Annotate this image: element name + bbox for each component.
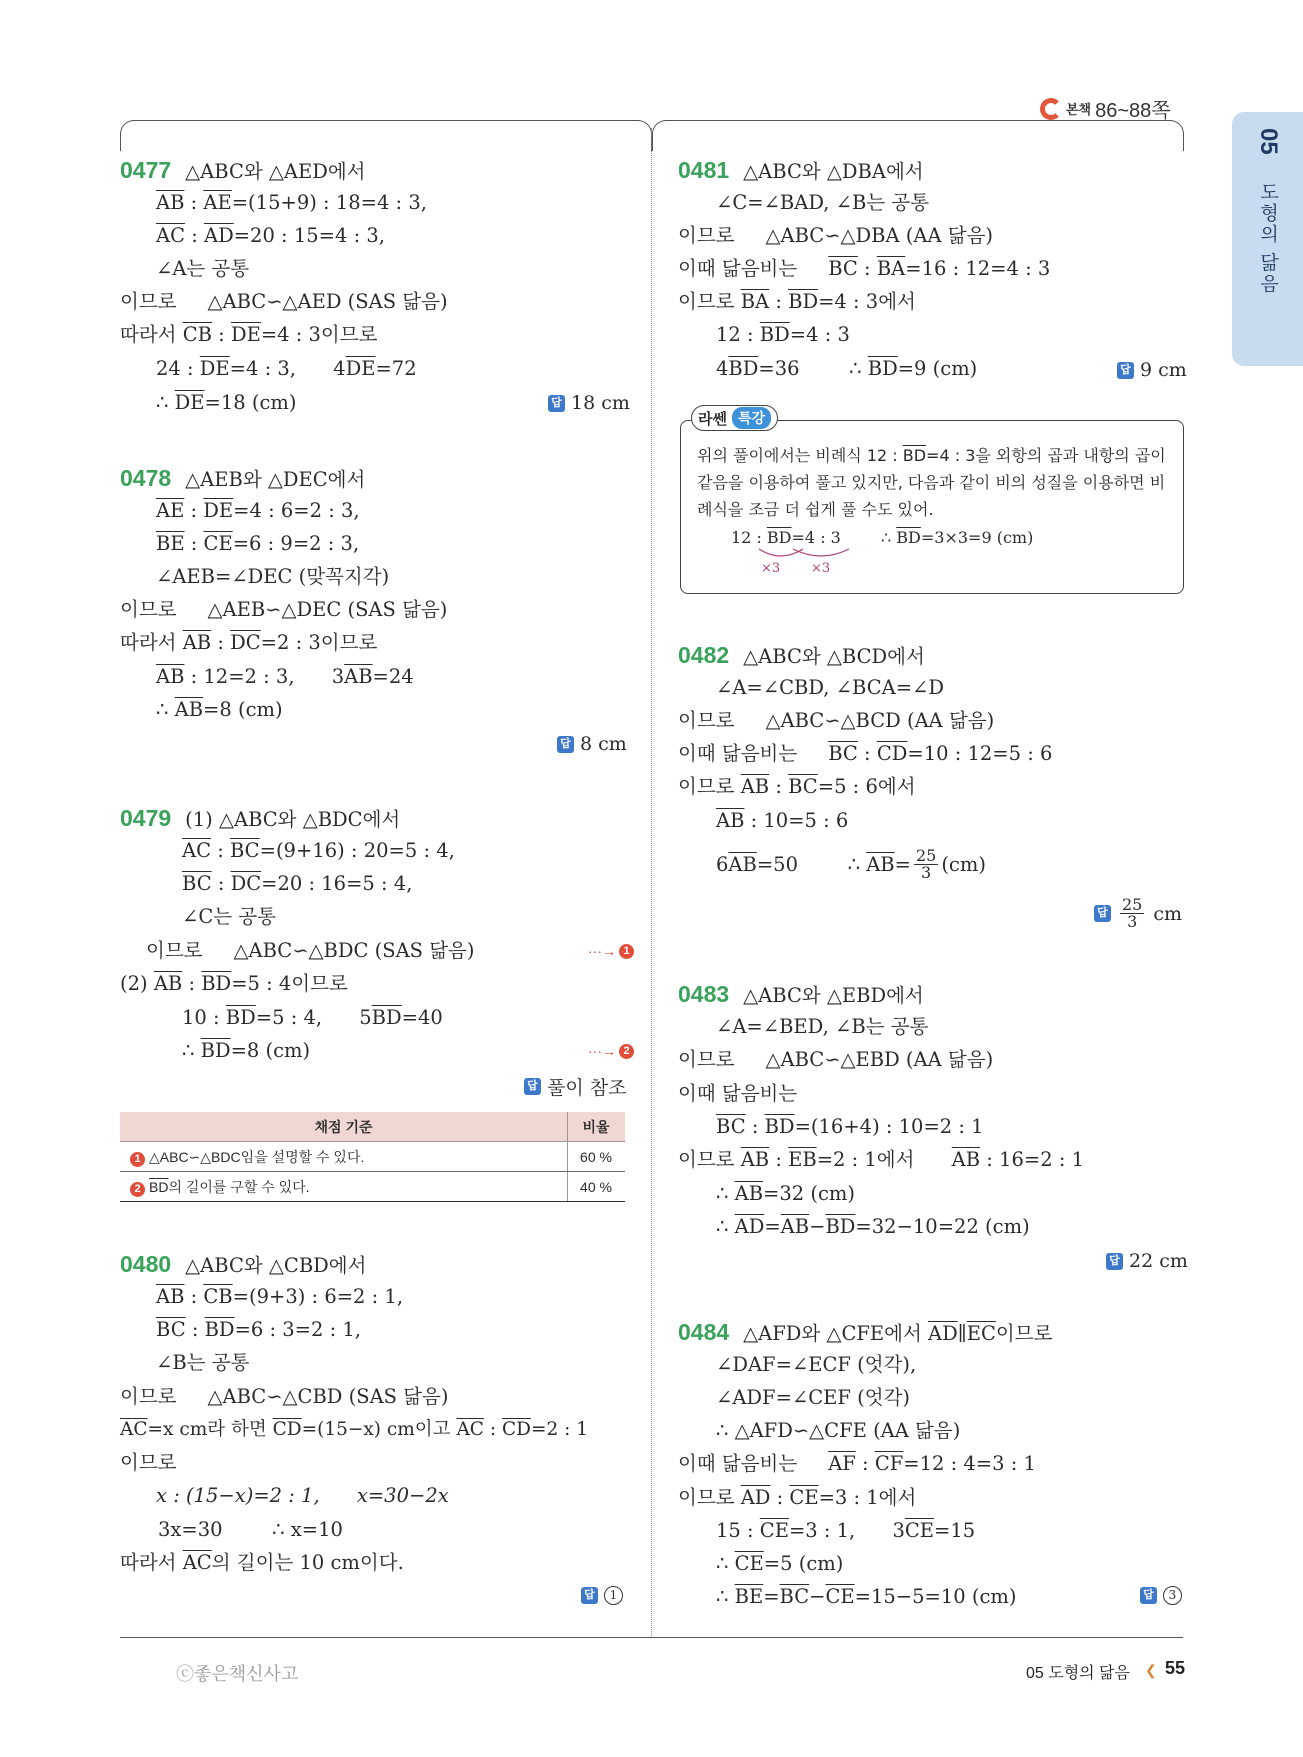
p0480-line6: 이므로 [120, 1451, 177, 1474]
p0482-line3: 이때 닮음비는 $\overline{BC}$ : $\overline{CD}=10$ : 12=5 : 6 [678, 742, 1053, 765]
special-text-line3: 례식을 조금 더 쉽게 풀 수도 있어. [697, 500, 934, 519]
page-reference [1040, 94, 1171, 123]
p0479-line1: $\overline{AC}$ : $\overline{BC}=(9+16)$ : 20=5 : 4, [182, 839, 455, 862]
p0480-line8: 3x=30 ∴ x=10 [158, 1518, 343, 1541]
p0480-line3: ∠B는 공통 [156, 1351, 250, 1374]
problem-0480-header: 0480 △ABC와 △CBD에서 [120, 1251, 367, 1277]
special-text-line2: 같음을 이용하여 풀고 있지만, 다음과 같이 비의 성질을 이용하면 비 [697, 473, 1166, 492]
p0478-answer: 답 8 cm [557, 733, 627, 755]
p0480-line4: 이므로 △ABC∽△CBD (SAS 닮음) [120, 1385, 449, 1408]
p0482-line1: ∠A=∠CBD, ∠BCA=∠D [716, 676, 945, 699]
p0477-line5: 따라서 $\overline{CB}$ : $\overline{DE}=4$ : 3이므로 [120, 323, 378, 346]
p0483-answer: 답 22 cm [1106, 1250, 1188, 1272]
problem-number: 0484 [678, 1319, 730, 1345]
p0479-line5: (2) $\overline{AB}$ : $\overline{BD}=5$ : 4이므로 [120, 972, 348, 995]
p0481-line1: ∠C=∠BAD, ∠B는 공통 [716, 191, 930, 214]
p0477-line7: ∴ $\overline{DE}=18$ (cm) [156, 391, 297, 414]
p0477-line1: $\overline{AB}$ : $\overline{AE}=(15+9)$ : 18=4 : 3, [156, 191, 427, 214]
p0478-line6: $\overline{AB}$ : 12=2 : 3, $3\overline{AB}=24$ [156, 665, 414, 688]
p0483-line2: 이므로 △ABC∽△EBD (AA 닮음) [678, 1048, 994, 1071]
p0483-line6: ∴ $\overline{AB}=32$ (cm) [716, 1182, 856, 1205]
table-row: 1 △ABC∽△BDC임을 설명할 수 있다. 60 % [120, 1142, 625, 1172]
special-equation: 12 : $\overline{BD}=4$ : 3 [731, 528, 841, 547]
p0481-line2: 이므로 △ABC∽△DBA (AA 닮음) [678, 224, 994, 247]
book-label: 본책 [1066, 102, 1092, 117]
problem-number: 0477 [120, 157, 172, 183]
problem-0481-header: 0481 △ABC와 △DBA에서 [678, 157, 924, 183]
p0483-line7: ∴ $\overline{AD}=\overline{AB}-\overline{BD}=32-10=22$ (cm) [716, 1215, 1030, 1238]
special-text-line1: 위의 풀이에서는 비례식 12 : $\overline{BD}=4$ : 3을 외항의 곱과 내항의 곱이 [697, 446, 1166, 465]
p0478-line5: 따라서 $\overline{AB}$ : $\overline{DC}=2$ : 3이므로 [120, 631, 378, 654]
p0481-answer: 답 9 cm [1117, 359, 1187, 381]
p0484-line2: ∠ADF=∠CEF (엇각) [716, 1386, 911, 1409]
p0481-line6: $4\overline{BD}=36$ ∴ $\overline{BD}=9$ (cm) [716, 357, 978, 380]
chevron-left-icon: ❮ [1145, 1662, 1157, 1678]
answer-icon: 답 [557, 736, 574, 753]
scoring-header-criteria: 채점 기준 [120, 1112, 568, 1142]
p0482-line4: 이므로 $\overline{AB}$ : $\overline{BC}=5$ : 6에서 [678, 775, 916, 798]
column-divider [651, 128, 652, 1638]
p0478-line7: ∴ $\overline{AB}=8$ (cm) [156, 698, 283, 721]
p0484-line5: 이므로 $\overline{AD}$ : $\overline{CE}=3$ : 1에서 [678, 1486, 917, 1509]
p0484-line6: 15 : $\overline{CE}=3$ : 1, $3\overline{CE}=15$ [716, 1519, 976, 1542]
problem-number: 0478 [120, 465, 172, 491]
p0480-line5: $\overline{AC}=x$ cm라 하면 $\overline{CD}=(15-x)$ cm이고 $\overline{AC}$ : $\overline{CD}=2$ : 1 [120, 1419, 588, 1440]
problem-0483-header: 0483 △ABC와 △EBD에서 [678, 981, 924, 1007]
p0482-line6: 6 $\overline{AB}$ =50 ∴ $\overline{AB}$ = $\frac{25}{3}$ (cm) [716, 846, 986, 882]
p0484-answer: 답 3 [1140, 1586, 1182, 1605]
step-marker-2: ···→ 2 [588, 1043, 634, 1059]
p0479-line3: ∠C는 공통 [182, 905, 276, 928]
answer-icon: 답 [1117, 362, 1134, 379]
problem-number: 0482 [678, 642, 730, 668]
p0478-line3: ∠AEB=∠DEC (맞꼭지각) [156, 565, 390, 588]
p0480-line7: x : (15−x)=2 : 1, x=30−2x [156, 1484, 449, 1507]
p0479-answer: 답 풀이 참조 [524, 1073, 626, 1100]
problem-number: 0480 [120, 1251, 172, 1277]
footer-chapter: 05 도형의 닮음 [1026, 1665, 1130, 1682]
p0480-line9: 따라서 $\overline{AC}$의 길이는 10 cm이다. [120, 1551, 404, 1574]
p0482-line2: 이므로 △ABC∽△BCD (AA 닮음) [678, 709, 995, 732]
p0481-line4: 이므로 $\overline{BA}$ : $\overline{BD}=4$ : 3에서 [678, 290, 916, 313]
p0484-line3: ∴ △AFD∽△CFE (AA 닮음) [716, 1419, 961, 1442]
problem-number: 0481 [678, 157, 730, 183]
p0479-line4: 이므로 △ABC∽△BDC (SAS 닮음) [146, 939, 475, 962]
multiply-label-2: ×3 [811, 561, 831, 576]
p0481-line3: 이때 닮음비는 $\overline{BC}$ : $\overline{BA}=16$ : 12=4 : 3 [678, 257, 1051, 280]
table-row: 2 $\overline{BD}$의 길이를 구할 수 있다. 40 % [120, 1172, 625, 1202]
scoring-header-ratio: 비율 [568, 1112, 626, 1142]
page-number: 55 [1165, 1658, 1186, 1678]
problem-0478-header: 0478 △AEB와 △DEC에서 [120, 465, 366, 491]
problem-0484-header: 0484 △AFD와 △CFE에서 $\overline{AD}\parallel\overline{EC}$이므로 [678, 1319, 1053, 1345]
p0484-line7: ∴ $\overline{CE}=5$ (cm) [716, 1552, 844, 1575]
chapter-title: 도형의 닮음 [1257, 182, 1278, 295]
answer-icon: 답 [1094, 905, 1111, 922]
p0483-line4: $\overline{BC}$ : $\overline{BD}=(16+4)$ : 10=2 : 1 [716, 1115, 984, 1138]
p0481-line5: 12 : $\overline{BD}=4$ : 3 [716, 323, 850, 346]
p0478-line4: 이므로 △AEB∽△DEC (SAS 닮음) [120, 598, 448, 621]
p0478-line2: $\overline{BE}$ : $\overline{CE}=6$ : 9=2 : 3, [156, 532, 360, 555]
answer-icon: 답 [1106, 1253, 1123, 1270]
chapter-number: 05 [1255, 128, 1282, 155]
p0483-line5: 이므로 $\overline{AB}$ : $\overline{EB}=2$ : 1에서 $\overline{AB}$ : 16=2 : 1 [678, 1148, 1084, 1171]
page-range: 86~88쪽 [1095, 100, 1171, 122]
p0484-line8: ∴ $\overline{BE}=\overline{BC}-\overline{CE}=15-5=10$ (cm) [716, 1585, 1017, 1608]
footer-rule [120, 1637, 1183, 1638]
p0480-answer: 답 1 [581, 1586, 623, 1605]
p0477-answer: 답 18 cm [548, 392, 630, 414]
scoring-table [120, 1112, 625, 1202]
p0484-line1: ∠DAF=∠ECF (엇각), [716, 1353, 917, 1376]
answer-icon: 답 [1140, 1587, 1157, 1604]
special-lecture-box [680, 410, 1184, 594]
problem-number: 0479 [120, 805, 172, 831]
answer-icon: 답 [581, 1587, 598, 1604]
special-result: ∴ $\overline{BD}=3\times 3=9$ (cm) [881, 528, 1034, 547]
chapter-side-tab[interactable] [1232, 112, 1303, 366]
publisher: ⓒ좋은책신사고 [176, 1664, 299, 1684]
p0483-line3: 이때 닮음비는 [678, 1082, 798, 1105]
problem-0479-header: 0479 (1) △ABC와 △BDC에서 [120, 805, 401, 831]
p0484-line4: 이때 닮음비는 $\overline{AF}$ : $\overline{CF}=12$ : 4=3 : 1 [678, 1452, 1036, 1475]
multiply-label-1: ×3 [761, 561, 781, 576]
left-column-frame [120, 120, 652, 151]
reference-arrow-icon [1040, 98, 1062, 120]
answer-icon: 답 [548, 395, 565, 412]
p0479-line2: $\overline{BC}$ : $\overline{DC}=20$ : 16=5 : 4, [182, 872, 413, 895]
p0479-line7: ∴ $\overline{BD}=8$ (cm) [182, 1039, 311, 1062]
p0477-line3: ∠A는 공통 [156, 257, 250, 280]
p0482-line5: $\overline{AB}$ : 10=5 : 6 [716, 809, 849, 832]
p0483-line1: ∠A=∠BED, ∠B는 공통 [716, 1015, 929, 1038]
problem-intro: △ABC와 △AED에서 [185, 160, 366, 183]
p0479-line6: 10 : $\overline{BD}=5$ : 4, $5\overline{BD}=40$ [182, 1006, 443, 1029]
fraction: $\frac{25}{3}$ [915, 846, 937, 882]
p0478-line1: $\overline{AE}$ : $\overline{DE}=4$ : 6=2 : 3, [156, 499, 360, 522]
problem-number: 0483 [678, 981, 730, 1007]
right-column-frame [652, 120, 1184, 151]
answer-icon: 답 [524, 1078, 541, 1095]
p0477-line4: 이므로 △ABC∽△AED (SAS 닮음) [120, 290, 448, 313]
p0477-line6: 24 : $\overline{DE}=4$ : 3, $4\overline{DE}=72$ [156, 357, 417, 380]
problem-0477-header [120, 158, 366, 184]
problem-0482-header: 0482 △ABC와 △BCD에서 [678, 642, 925, 668]
step-marker-1: ···→ 1 [588, 943, 634, 959]
p0480-line2: $\overline{BC}$ : $\overline{BD}=6$ : 3=2 : 1, [156, 1318, 361, 1341]
p0482-answer: 답 $\frac{25}{3}$ cm [1094, 897, 1182, 930]
special-lecture-header: 라쎈 특강 [691, 405, 778, 431]
p0477-line2: $\overline{AC}$ : $\overline{AD}=20$ : 15=4 : 3, [156, 224, 385, 247]
p0480-line1: $\overline{AB}$ : $\overline{CB}=(9+3)$ : 6=2 : 1, [156, 1285, 404, 1308]
